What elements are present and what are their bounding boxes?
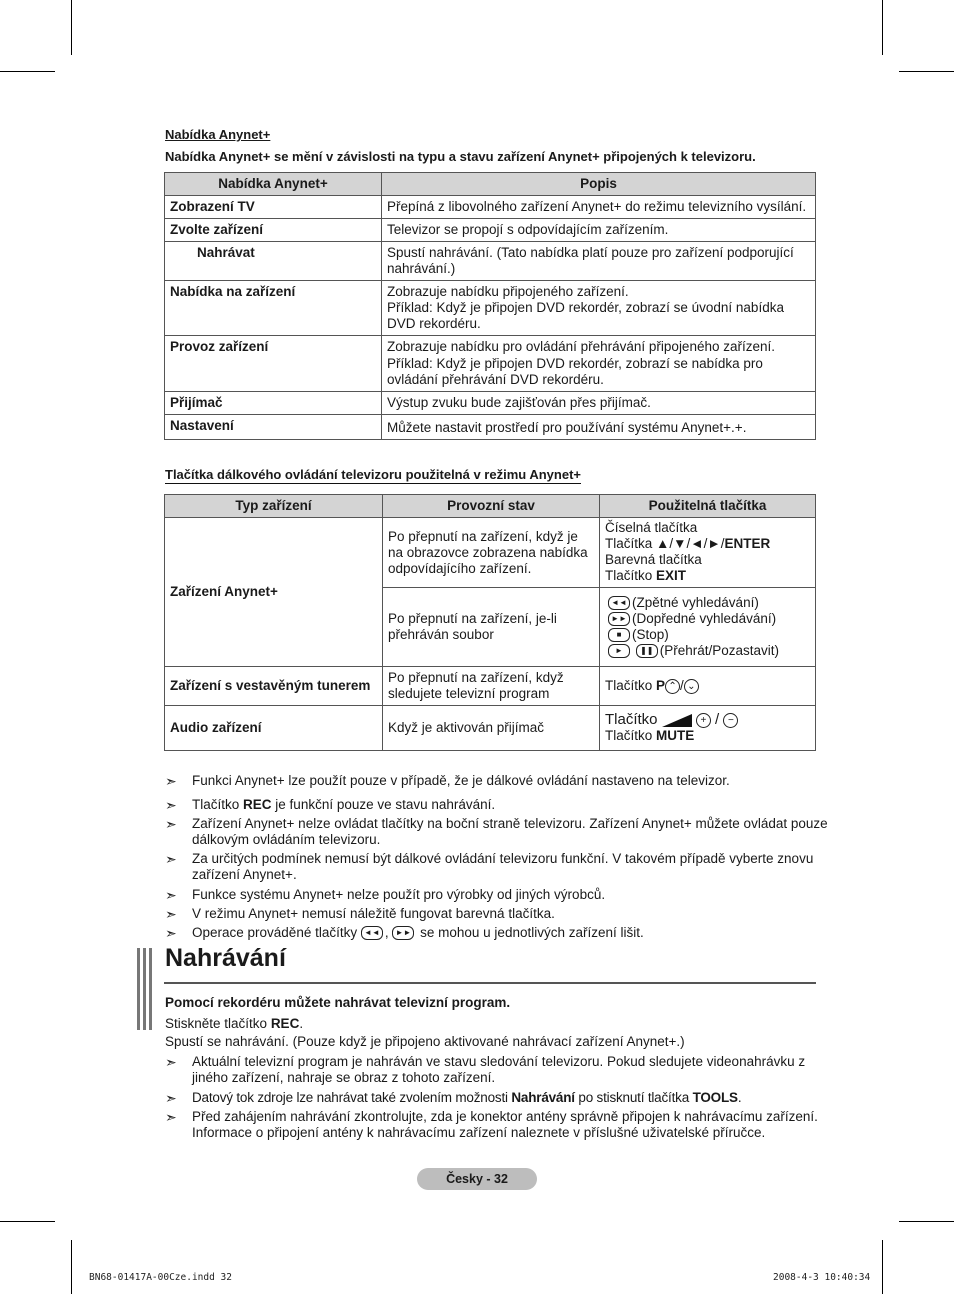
buttons-cell: Tlačítko P ⌃ / ⌄ bbox=[600, 667, 816, 706]
remote-buttons-table bbox=[164, 494, 816, 751]
state-cell: Po přepnutí na zařízení, když sledujete televizní program bbox=[383, 667, 600, 706]
buttons-line: Číselná tlačítka bbox=[605, 520, 698, 535]
row-label: Provoz zařízení bbox=[165, 336, 382, 392]
note-text: Datový tok zdroje lze nahrávat také zvolením možnosti bbox=[192, 1090, 512, 1105]
note-text: Tlačítko bbox=[192, 797, 244, 812]
p-label: P bbox=[656, 678, 666, 693]
note-item bbox=[165, 1090, 842, 1106]
arrow-icon: ➣ bbox=[165, 851, 177, 867]
arrow-icon: ➣ bbox=[165, 887, 177, 903]
fast-forward-icon: ►► bbox=[608, 612, 630, 626]
buttons-line bbox=[605, 728, 810, 744]
row-desc: Spustí nahrávání. (Tato nabídka platí pouze pro zařízení podporující nahrávání.) bbox=[382, 242, 816, 281]
row-desc: Televizor se propojí s odpovídajícím zařízením. bbox=[382, 219, 816, 242]
device-type: Zařízení Anynet+ bbox=[165, 518, 383, 667]
section-bar bbox=[137, 948, 140, 1030]
buttons-cell bbox=[600, 588, 816, 667]
note-item: ➣ Operace prováděné tlačítky ◄◄ , ►► se mohou u jednotlivých zařízení lišit. bbox=[165, 925, 644, 941]
footer-timestamp: 2008-4-3 10:40:34 bbox=[773, 1272, 871, 1283]
note-item bbox=[165, 1109, 842, 1141]
anynet-menu-table bbox=[164, 172, 816, 440]
crop-mark bbox=[899, 1221, 954, 1222]
note-bold: Nahrávání bbox=[511, 1090, 575, 1105]
arrow-icon: ➣ bbox=[165, 1054, 177, 1070]
table-header: Provozní stav bbox=[383, 495, 600, 518]
pause-icon: ❚❚ bbox=[636, 644, 658, 658]
buttons-cell bbox=[600, 706, 816, 751]
note-text: Funkci Anynet+ lze použít pouze v případě, že je dálkové ovládání nastaveno na televizor. bbox=[192, 773, 730, 788]
rewind-icon: ◄◄ bbox=[361, 926, 383, 940]
row-label: Nabídka na zařízení bbox=[165, 281, 382, 336]
table-header: Popis bbox=[382, 173, 816, 196]
device-type: Audio zařízení bbox=[165, 706, 383, 751]
note-item bbox=[165, 1054, 842, 1086]
arrow-icon: ➣ bbox=[165, 773, 177, 789]
arrow-icon: ➣ bbox=[165, 925, 177, 941]
note-text: . bbox=[737, 1090, 742, 1105]
buttons-text: (Zpětné vyhledávání) bbox=[632, 595, 759, 610]
note-item bbox=[165, 906, 842, 922]
note-text: Funkce systému Anynet+ nelze použít pro výrobky od jiných výrobců. bbox=[192, 887, 606, 902]
menu-heading: Nabídka Anynet+ bbox=[165, 127, 271, 142]
page-number-badge: Česky - 32 bbox=[417, 1168, 537, 1190]
note-text: po stisknutí tlačítka bbox=[574, 1090, 693, 1105]
buttons-line: Barevná tlačítka bbox=[605, 552, 702, 567]
row-desc bbox=[382, 281, 816, 336]
arrow-icon: ➣ bbox=[165, 1109, 177, 1125]
volume-down-icon: − bbox=[723, 713, 738, 728]
buttons-text: Tlačítko bbox=[605, 568, 657, 583]
footer-file: BN68-01417A-00Cze.indd 32 bbox=[89, 1272, 232, 1283]
state-cell: Když je aktivován přijímač bbox=[383, 706, 600, 751]
channel-up-icon: ⌃ bbox=[665, 679, 680, 694]
table-row bbox=[165, 196, 816, 219]
buttons-text: Tlačítko bbox=[605, 711, 658, 728]
buttons-text: (Stop) bbox=[632, 627, 669, 642]
section-bar bbox=[143, 948, 146, 1030]
crop-mark bbox=[71, 0, 72, 55]
arrow-icon: ➣ bbox=[165, 797, 177, 813]
note-text: Zařízení Anynet+ nelze ovládat tlačítky na boční straně televizoru. Zařízení Anynet+ můžete ovládat pouze dálkovým ovládáním televizoru. bbox=[192, 816, 828, 847]
buttons-line bbox=[608, 595, 810, 611]
note-item bbox=[165, 887, 842, 903]
note-text: Aktuální televizní program je nahráván ve stavu sledování televizoru. Pokud sledujete videonahrávku z jiného zařízení, nahraje se obraz z tohoto zařízení. bbox=[192, 1054, 806, 1085]
row-desc: Výstup zvuku bude zajišťován přes přijímač. bbox=[382, 392, 816, 415]
table-header: Použitelná tlačítka bbox=[600, 495, 816, 518]
rewind-icon: ◄◄ bbox=[608, 596, 630, 610]
buttons-text: (Dopředné vyhledávání) bbox=[632, 611, 777, 626]
desc-line: Příklad: Když je připojen DVD rekordér, zobrazí se nabídka pro ovládání přehrávání DVD rekordéru. bbox=[387, 356, 763, 387]
section-title: Nahrávání bbox=[165, 944, 286, 972]
play-icon: ► bbox=[608, 644, 630, 658]
arrow-icon: ➣ bbox=[165, 1090, 177, 1106]
enter-label: ENTER bbox=[724, 536, 771, 551]
menu-subheading: Nabídka Anynet+ se mění v závislosti na typu a stavu zařízení Anynet+ připojených k televizoru. bbox=[165, 149, 756, 164]
buttons-text: Tlačítko bbox=[605, 678, 657, 693]
crop-mark bbox=[882, 1240, 883, 1294]
table-row bbox=[165, 392, 816, 415]
section-intro: Pomocí rekordéru můžete nahrávat televizní program. bbox=[165, 995, 511, 1010]
table-row bbox=[165, 242, 816, 281]
note-text: V režimu Anynet+ nemusí náležitě fungovat barevná tlačítka. bbox=[192, 906, 555, 921]
crop-mark bbox=[71, 1240, 72, 1294]
note-text: je funkční pouze ve stavu nahrávání. bbox=[275, 797, 496, 812]
arrow-icon: ➣ bbox=[165, 816, 177, 832]
desc-line: Zobrazuje nabídku pro ovládání přehrávání připojeného zařízení. bbox=[387, 339, 775, 354]
fast-forward-icon: ►► bbox=[392, 926, 414, 940]
note-text: Informace o připojení antény k nahrávacímu zařízení naleznete v příslušné uživatelské příručce. bbox=[192, 1125, 766, 1140]
channel-down-icon: ⌄ bbox=[684, 679, 699, 694]
section-line: Spustí se nahrávání. (Pouze když je připojeno aktivované nahrávací zařízení Anynet+.) bbox=[165, 1034, 685, 1049]
buttons-text: (Přehrát/Pozastavit) bbox=[659, 643, 780, 658]
row-label: Přijímač bbox=[165, 392, 382, 415]
state-cell: Po přepnutí na zařízení, je-li přehráván soubor bbox=[383, 588, 600, 667]
desc-line: Zobrazuje nabídku připojeného zařízení. bbox=[387, 284, 629, 299]
line-text: Stiskněte tlačítko bbox=[165, 1016, 271, 1031]
rec-label: REC bbox=[270, 1016, 300, 1031]
table-row bbox=[165, 336, 816, 392]
table-header: Nabídka Anynet+ bbox=[165, 173, 382, 196]
note-item bbox=[165, 851, 842, 883]
buttons-line bbox=[608, 611, 810, 627]
row-label: Nahrávat bbox=[165, 242, 382, 281]
note-text: Operace prováděné tlačítky bbox=[192, 925, 358, 940]
volume-icon bbox=[662, 714, 692, 727]
volume-up-icon: + bbox=[696, 713, 711, 728]
tools-label: TOOLS bbox=[692, 1090, 738, 1105]
buttons-line bbox=[605, 568, 810, 584]
exit-label: EXIT bbox=[656, 568, 687, 583]
crop-mark bbox=[899, 71, 954, 72]
buttons-line: Tlačítko + / − bbox=[605, 712, 810, 728]
note-item bbox=[165, 773, 842, 789]
row-label: Zobrazení TV bbox=[165, 196, 382, 219]
table-row bbox=[165, 706, 816, 751]
buttons-text: Tlačítko bbox=[605, 728, 657, 743]
row-label: Zvolte zařízení bbox=[165, 219, 382, 242]
note-text: Před zahájením nahrávání zkontrolujte, zda je konektor antény správně připojen k nahrávacímu zařízení. bbox=[192, 1109, 818, 1124]
line-text: . bbox=[299, 1016, 304, 1031]
table-row bbox=[165, 281, 816, 336]
device-type: Zařízení s vestavěným tunerem bbox=[165, 667, 383, 706]
table-row bbox=[165, 219, 816, 242]
note-text: Za určitých podmínek nemusí být dálkové ovládání televizoru funkční. V takovém případě vyberte znovu zařízení Anynet+. bbox=[192, 851, 814, 882]
crop-mark bbox=[0, 71, 55, 72]
note-text: se mohou u jednotlivých zařízení lišit. bbox=[420, 925, 644, 940]
stop-icon: ■ bbox=[608, 628, 630, 642]
note-item bbox=[165, 816, 842, 848]
buttons-line bbox=[608, 627, 810, 643]
crop-mark bbox=[882, 0, 883, 55]
crop-mark bbox=[0, 1221, 55, 1222]
state-cell: Po přepnutí na zařízení, když je na obrazovce zobrazena nabídka odpovídajícího zařízení. bbox=[383, 518, 600, 588]
table-header: Typ zařízení bbox=[165, 495, 383, 518]
rec-label: REC bbox=[243, 797, 272, 812]
buttons-line bbox=[605, 536, 810, 552]
row-desc bbox=[382, 336, 816, 392]
section-bar bbox=[149, 948, 152, 1030]
table-row bbox=[165, 415, 816, 440]
buttons-cell bbox=[600, 518, 816, 588]
buttons-line bbox=[608, 643, 810, 659]
table-row bbox=[165, 667, 816, 706]
section-rule bbox=[164, 982, 816, 984]
mute-label: MUTE bbox=[656, 728, 695, 743]
note-item bbox=[165, 797, 842, 813]
buttons-text: Tlačítka ▲/▼/◄/►/ bbox=[605, 536, 725, 551]
arrow-icon: ➣ bbox=[165, 906, 177, 922]
section-line bbox=[165, 1016, 303, 1031]
row-desc: Přepíná z libovolného zařízení Anynet+ do režimu televizního vysílání. bbox=[382, 196, 816, 219]
row-label: Nastavení bbox=[165, 415, 382, 440]
row-desc: Můžete nastavit prostředí pro používání systému Anynet+.+. bbox=[382, 415, 816, 440]
buttons-heading: Tlačítka dálkového ovládání televizoru použitelná v režimu Anynet+ bbox=[165, 467, 581, 482]
table-row bbox=[165, 518, 816, 588]
desc-line: Příklad: Když je připojen DVD rekordér, zobrazí se úvodní nabídka DVD rekordéru. bbox=[387, 300, 784, 331]
